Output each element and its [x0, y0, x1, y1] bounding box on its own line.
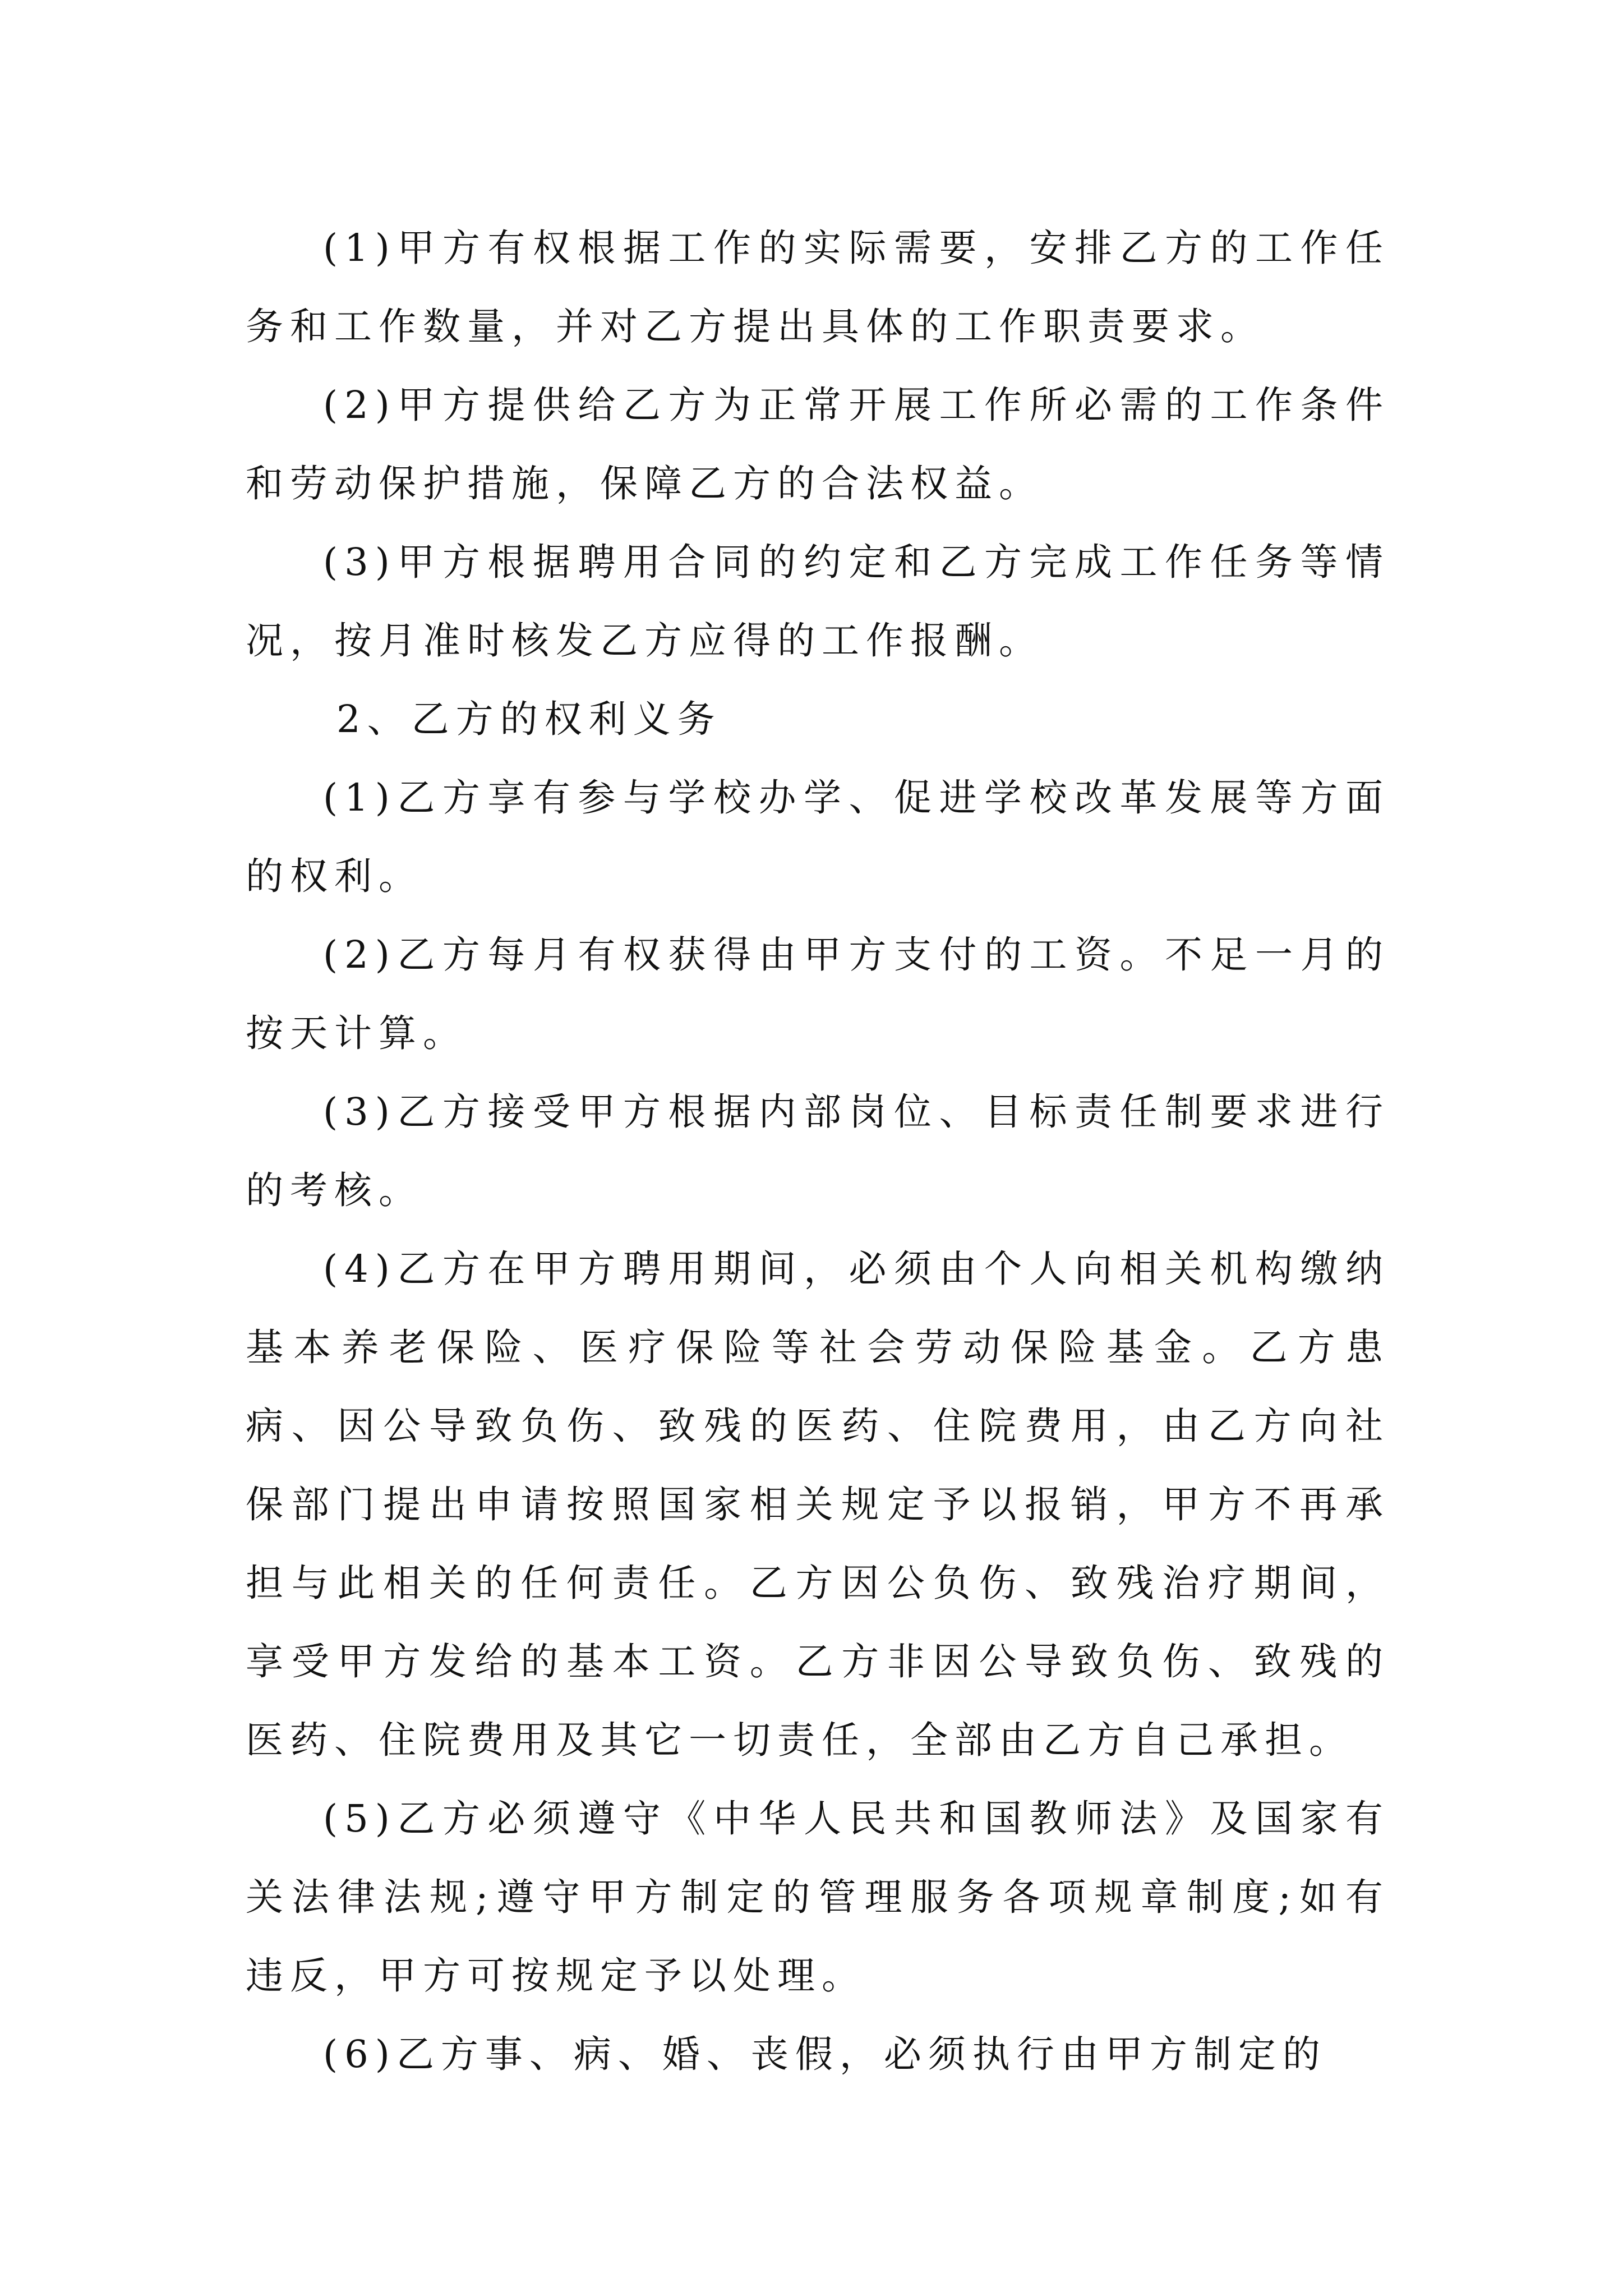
paragraph-party-b-right-1: (1)乙方享有参与学校办学、促进学校改革发展等方面的权利。: [246, 776, 1390, 898]
paragraph-party-b-right-3: (3)乙方接受甲方根据内部岗位、目标责任制要求进行的考核。: [246, 1090, 1390, 1212]
document-body: [246, 209, 1390, 2093]
paragraph-party-b-right-5: (5)乙方必须遵守《中华人民共和国教师法》及国家有关法律法规;遵守甲方制定的管理服务各项规章制度;如有违反，甲方可按规定予以处理。: [246, 1797, 1390, 1998]
paragraph-party-b-right-6: (6)乙方事、病、婚、丧假，必须执行由甲方制定的: [323, 2032, 1327, 2076]
paragraph-party-a-right-2: (2)甲方提供给乙方为正常开展工作所必需的工作条件和劳动保护措施，保障乙方的合法权益。: [246, 383, 1390, 505]
paragraph-party-b-right-2: (2)乙方每月有权获得由甲方支付的工资。不足一月的按天计算。: [246, 933, 1390, 1055]
paragraph-party-a-right-1: (1)甲方有权根据工作的实际需要，安排乙方的工作任务和工作数量，并对乙方提出具体的工作职责要求。: [246, 226, 1390, 348]
paragraph-party-a-right-3: (3)甲方根据聘用合同的约定和乙方完成工作任务等情况，按月准时核发乙方应得的工作报酬。: [246, 540, 1390, 662]
section-heading-party-b-rights: 2、乙方的权利义务: [336, 697, 722, 741]
paragraph-party-b-right-4: (4)乙方在甲方聘用期间，必须由个人向相关机构缴纳基本养老保险、医疗保险等社会劳动保险基金。乙方患病、因公导致负伤、致残的医药、住院费用，由乙方向社保部门提出申请按照国家相关规定予以报销，甲方不再承担与此相关的任何责任。乙方因公负伤、致残治疗期间，享受甲方发给的基本工资。乙方非因公导致负伤、致残的医药、住院费用及其它一切责任，全部由乙方自己承担。: [246, 1247, 1390, 1762]
